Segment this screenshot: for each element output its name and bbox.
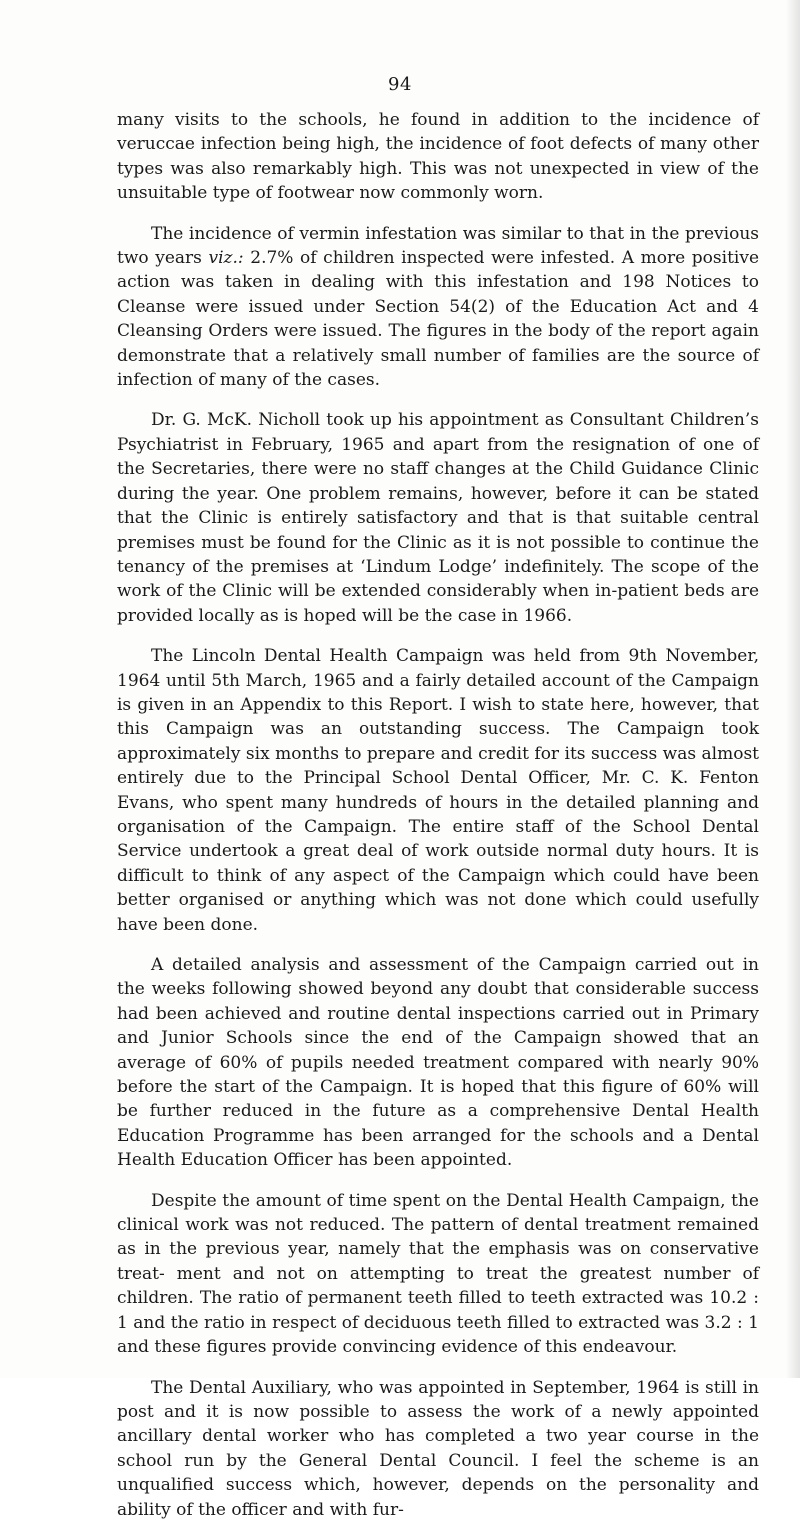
paragraph-vermin-text-start: The incidence of vermin infestation was similar to that in the previous two years [117,223,759,269]
body-text [117,108,759,1538]
page-edge-shadow [786,0,800,1378]
page-number: 94 [388,74,412,95]
paragraph-dental-auxiliary: The Dental Auxiliary, who was appointed in September, 1964 is still in post and it is now possible to assess the work of a newly appointed ancillary dental worker who has completed a two year course in the school run by the General Dental Council. I feel the scheme is an unqualified success which, however, depends on the personality and ability of the officer and with fur- [117,1377,759,1520]
paragraph-campaign-assessment: A detailed analysis and assessment of the Campaign carried out in the weeks following showed beyond any doubt that considerable success had been achieved and routine dental inspections carried out in Primary and Junior Schools since the end of the Campaign showed that an average of 60% of pupils needed treatment compared with nearly 90% before the start of the Campaign. It is hoped that this figure of 60% will be further reduced in the future as a comprehensive Dental Health Education Programme has been arranged for the schools and a Dental Health Education Officer has been appointed. [117,955,759,1171]
paragraph-vermin-text-end: 2.7% of children inspected were infested. A more positive action was taken in dealing with this infestation and 198 Notices to Cleanse were issued under Section 54(2) of the Education Act and 4 Cleansing Orders were issued. The figures in the body of the report again demonstrate that a relatively small number of families are the source of infection of many of the cases. [117,248,760,391]
paragraph-vermin-emphasis: viz.: [208,248,244,269]
paragraph-child-guidance-clinic: Dr. G. McK. Nicholl took up his appointment as Consultant Children’s Psychiatrist in February, 1965 and apart from the resignation of one of the Secretaries, there were no staff changes at the Child Guidance Clinic during the year. One problem remains, however, before it can be stated that the Clinic is entirely satisfactory and that is that suitable central premises must be found for the Clinic as it is not possible to continue the tenancy of the premises at ‘Lindum Lodge’ indefinitely. The scope of the work of the Clinic will be extended considerably when in-patient beds are provided locally as is hoped will be the case in 1966. [117,410,759,626]
paragraph-foot-defects: many visits to the schools, he found in addition to the incidence of veruccae infection being high, the incidence of foot defects of many other types was also remarkably high. This was not unexpected in view of the unsuitable type of footwear now commonly worn. [117,110,759,204]
paragraph-dental-health-campaign: The Lincoln Dental Health Campaign was held from 9th November, 1964 until 5th March, 1965 and a fairly detailed account of the Campaign is given in an Appendix to this Report. I wish to state here, however, that this Campaign was an outstanding success. The Campaign took approximately six months to prepare and credit for its success was almost entirely due to the Principal School Dental Officer, Mr. C. K. Fenton Evans, who spent many hundreds of hours in the detailed planning and organisation of the Campaign. The entire staff of the School Dental Service undertook a great deal of work outside normal duty hours. It is difficult to think of any aspect of the Campaign which could have been better organised or anything which was not done which could usefully have been done. [117,646,759,935]
paragraph-clinical-work: Despite the amount of time spent on the Dental Health Campaign, the clinical work was not reduced. The pattern of dental treatment remained as in the previous year, namely that the emphasis was on conservative treat- ment and not on attempting to treat the greatest number of children. The ratio of permanent teeth filled to teeth extracted was 10.2 : 1 and the ratio in respect of deciduous teeth filled to extracted was 3.2 : 1 and these figures provide convincing evidence of this endeavour. [117,1190,759,1358]
paragraph-vermin-infestation [117,222,759,393]
